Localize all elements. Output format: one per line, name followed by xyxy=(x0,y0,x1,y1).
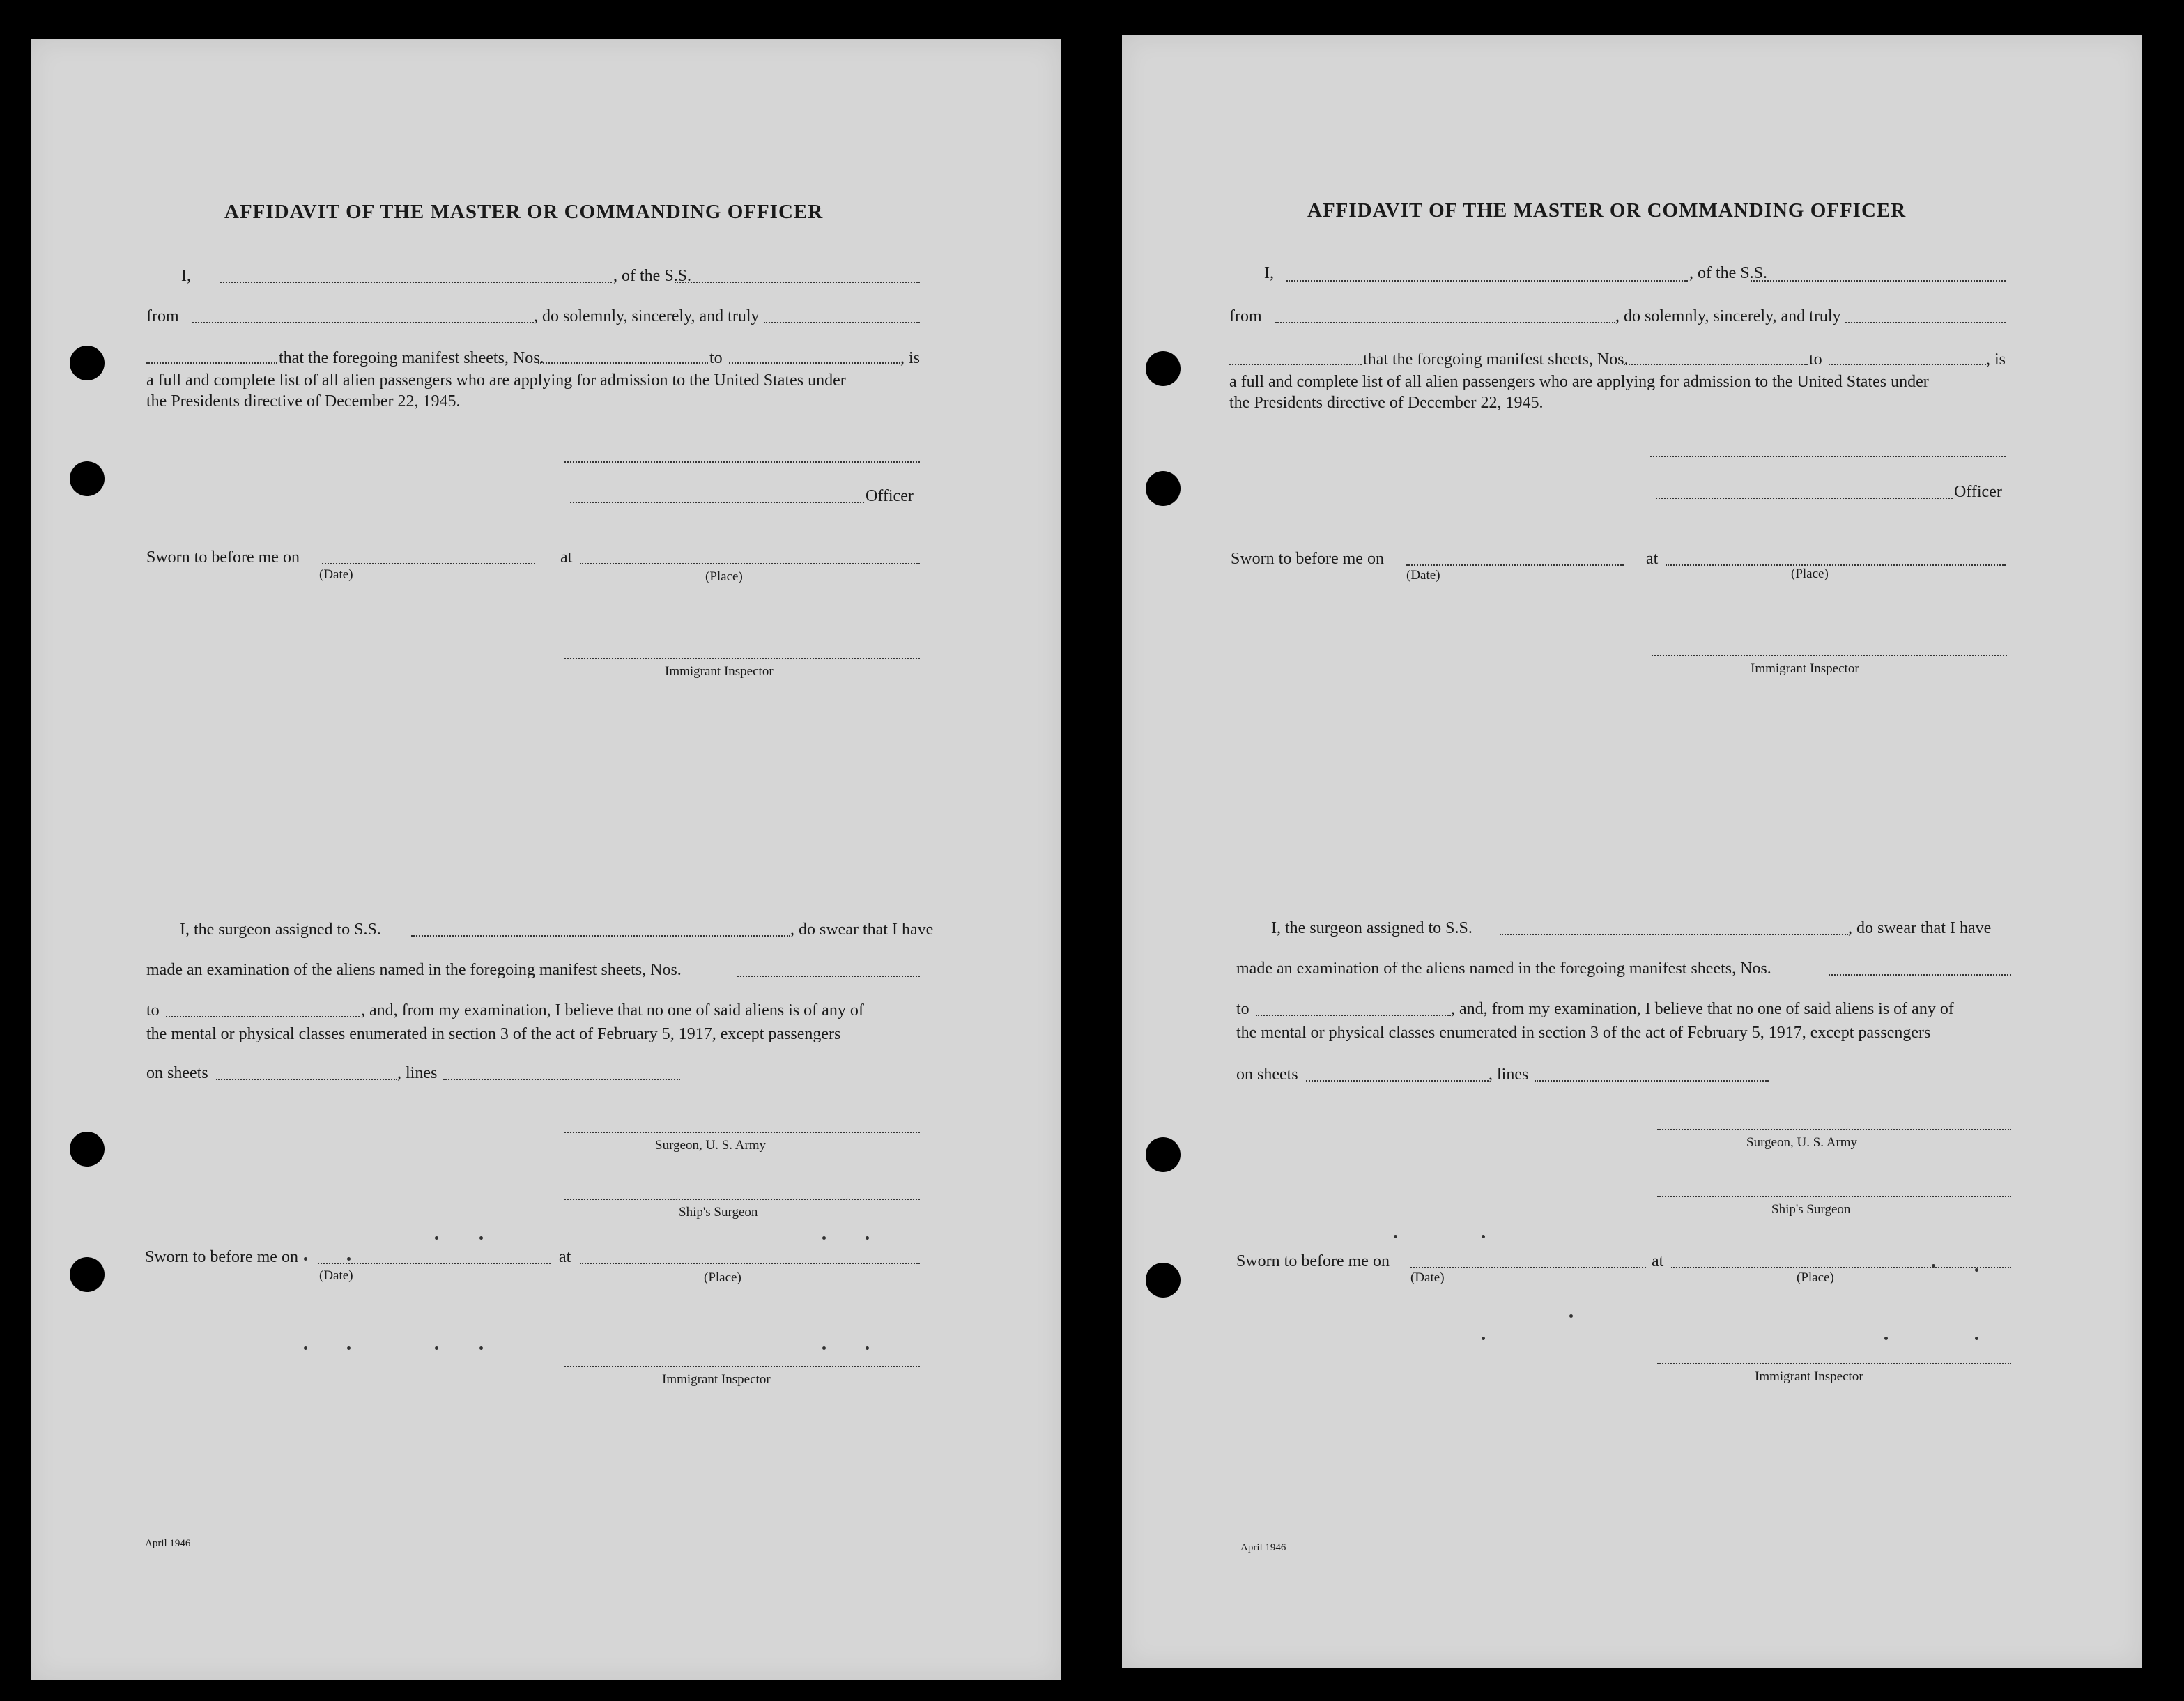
sheet-from-field[interactable] xyxy=(1624,364,1808,365)
is-label: , is xyxy=(900,349,921,367)
to-label-2: to xyxy=(1236,1000,1249,1018)
made-exam-text: made an examination of the aliens named in the foregoing manifest sheets, Nos. xyxy=(1236,960,1771,978)
sworn-place-field-2[interactable] xyxy=(1671,1267,2011,1268)
and-from-text: , and, from my examination, I believe that no one of said aliens is of any of xyxy=(1451,1000,1954,1018)
punch-hole xyxy=(70,346,105,380)
officer-signature-field[interactable] xyxy=(1656,498,1953,499)
at-label-2: at xyxy=(1652,1252,1664,1270)
i-label: I, xyxy=(1264,264,1274,282)
surgeon-assigned-text: I, the surgeon assigned to S.S. xyxy=(1271,919,1472,937)
punch-hole xyxy=(1146,1137,1181,1172)
on-sheets-label: on sheets xyxy=(1236,1065,1298,1084)
stamp-mark xyxy=(1884,1337,1888,1340)
inspector-caption: Immigrant Inspector xyxy=(665,664,774,679)
stamp-mark xyxy=(435,1346,438,1350)
directive-text: the Presidents directive of December 22, 1945. xyxy=(146,392,461,410)
to-label: to xyxy=(1809,351,1822,369)
place-caption-2: (Place) xyxy=(1797,1270,1834,1285)
sworn-date-field-2[interactable] xyxy=(1410,1267,1646,1268)
inspector-caption-2: Immigrant Inspector xyxy=(662,1372,771,1387)
except-sheets-field[interactable] xyxy=(1306,1080,1489,1082)
stamp-mark xyxy=(347,1257,351,1261)
i-label: I, xyxy=(181,267,191,285)
sworn-place-field[interactable] xyxy=(580,563,920,564)
exam-sheet-to-field[interactable] xyxy=(166,1016,360,1017)
to-label-2: to xyxy=(146,1001,160,1019)
inspector-caption-2: Immigrant Inspector xyxy=(1755,1369,1863,1384)
place-caption: (Place) xyxy=(1791,567,1829,581)
full-list-text: a full and complete list of all alien passengers who are applying for admission to the United States under xyxy=(146,371,846,390)
army-surgeon-signature-field[interactable] xyxy=(564,1132,920,1133)
sworn-date-field-2[interactable] xyxy=(318,1263,551,1264)
stamp-mark xyxy=(1975,1268,1978,1272)
ship-name-field[interactable] xyxy=(675,282,920,283)
stamp-mark xyxy=(822,1236,826,1240)
officer-label: Officer xyxy=(1954,483,2002,501)
ship-name-field[interactable] xyxy=(1751,280,2006,282)
lines-label: , lines xyxy=(1489,1065,1529,1084)
oath-field[interactable] xyxy=(1845,322,2006,323)
form-title: AFFIDAVIT OF THE MASTER OR COMMANDING OFFICER xyxy=(1307,199,1907,222)
form-page-right xyxy=(1122,35,2142,1668)
ships-surgeon-signature-field[interactable] xyxy=(564,1199,920,1200)
date-caption-2: (Date) xyxy=(319,1268,353,1283)
army-surgeon-caption: Surgeon, U. S. Army xyxy=(1746,1135,1858,1150)
punch-hole xyxy=(70,1132,105,1167)
master-name-field[interactable] xyxy=(1286,280,1688,282)
sworn-date-field[interactable] xyxy=(322,563,535,564)
sworn-place-field[interactable] xyxy=(1666,564,2006,566)
made-exam-text: made an examination of the aliens named in the foregoing manifest sheets, Nos. xyxy=(146,961,682,979)
sheet-to-field[interactable] xyxy=(1829,364,1986,365)
stamp-mark xyxy=(1932,1264,1935,1268)
full-list-text: a full and complete list of all alien passengers who are applying for admission to the United States under xyxy=(1229,373,1929,391)
surgeon-ship-field[interactable] xyxy=(1500,934,1848,935)
from-label: from xyxy=(1229,307,1262,325)
at-label-2: at xyxy=(559,1248,571,1266)
form-page-left xyxy=(31,39,1061,1680)
exam-sheet-from-field[interactable] xyxy=(1829,974,2011,976)
signature-field[interactable] xyxy=(564,461,920,463)
and-from-text: , and, from my examination, I believe that no one of said aliens is of any of xyxy=(361,1001,864,1019)
stamp-mark xyxy=(304,1346,307,1350)
officer-label: Officer xyxy=(866,487,914,505)
inspector-signature-field-2[interactable] xyxy=(1657,1363,2011,1364)
stamp-mark xyxy=(1975,1337,1978,1340)
stamp-mark xyxy=(866,1346,869,1350)
punch-hole xyxy=(1146,471,1181,506)
sworn-label: Sworn to before me on xyxy=(146,548,300,567)
inspector-signature-field-2[interactable] xyxy=(564,1366,920,1367)
on-sheets-label: on sheets xyxy=(146,1064,208,1082)
stamp-mark xyxy=(479,1236,483,1240)
oath-field[interactable] xyxy=(764,322,920,323)
solemnly-text: , do solemnly, sincerely, and truly xyxy=(1615,307,1841,325)
ships-surgeon-signature-field[interactable] xyxy=(1657,1196,2011,1197)
stamp-mark xyxy=(1394,1235,1397,1238)
inspector-signature-field[interactable] xyxy=(564,658,920,659)
sworn-place-field-2[interactable] xyxy=(580,1263,920,1264)
sworn-date-field[interactable] xyxy=(1406,564,1624,566)
except-lines-field[interactable] xyxy=(1535,1080,1769,1082)
foregoing-text: that the foregoing manifest sheets, Nos. xyxy=(1363,351,1629,369)
foregoing-text: that the foregoing manifest sheets, Nos. xyxy=(279,349,544,367)
date-caption: (Date) xyxy=(1406,568,1440,583)
date-caption: (Date) xyxy=(319,567,353,582)
signature-field[interactable] xyxy=(1650,456,2006,457)
exam-sheet-from-field[interactable] xyxy=(737,976,920,977)
do-swear-text: , do swear that I have xyxy=(790,921,934,939)
master-name-field[interactable] xyxy=(220,282,612,283)
inspector-caption: Immigrant Inspector xyxy=(1751,661,1859,676)
stamp-mark xyxy=(304,1257,307,1261)
form-date: April 1946 xyxy=(145,1538,191,1549)
at-label: at xyxy=(560,548,573,567)
punch-hole xyxy=(70,1257,105,1292)
punch-hole xyxy=(70,461,105,496)
is-label: , is xyxy=(1986,351,2006,369)
mental-text: the mental or physical classes enumerated in section 3 of the act of February 5, 1917, except passengers xyxy=(1236,1024,1931,1042)
inspector-signature-field[interactable] xyxy=(1652,655,2007,656)
stamp-mark xyxy=(1569,1314,1573,1318)
surgeon-assigned-text: I, the surgeon assigned to S.S. xyxy=(180,921,381,939)
ships-surgeon-caption: Ship's Surgeon xyxy=(1771,1202,1851,1217)
stamp-mark xyxy=(347,1346,351,1350)
exam-sheet-to-field[interactable] xyxy=(1256,1015,1451,1016)
army-surgeon-caption: Surgeon, U. S. Army xyxy=(655,1138,767,1153)
except-lines-field[interactable] xyxy=(443,1079,680,1080)
punch-hole xyxy=(1146,1263,1181,1298)
of-ss-label: , of the S.S. xyxy=(1689,264,1768,282)
from-port-field[interactable] xyxy=(192,322,534,323)
sheet-from-field[interactable] xyxy=(538,362,708,364)
stamp-mark xyxy=(1482,1337,1485,1340)
from-label: from xyxy=(146,307,179,325)
oath-cont-field[interactable] xyxy=(1229,364,1362,365)
solemnly-text: , do solemnly, sincerely, and truly xyxy=(534,307,760,325)
from-port-field[interactable] xyxy=(1275,322,1615,323)
form-date: April 1946 xyxy=(1240,1542,1286,1553)
army-surgeon-signature-field[interactable] xyxy=(1657,1129,2011,1130)
directive-text: the Presidents directive of December 22, 1945. xyxy=(1229,394,1544,412)
mental-text: the mental or physical classes enumerated in section 3 of the act of February 5, 1917, except passengers xyxy=(146,1025,841,1043)
stamp-mark xyxy=(822,1346,826,1350)
date-caption-2: (Date) xyxy=(1410,1270,1445,1285)
at-label: at xyxy=(1646,550,1659,568)
sworn-label: Sworn to before me on xyxy=(1231,550,1384,568)
ships-surgeon-caption: Ship's Surgeon xyxy=(679,1205,758,1219)
stamp-mark xyxy=(479,1346,483,1350)
lines-label: , lines xyxy=(397,1064,438,1082)
place-caption-2: (Place) xyxy=(704,1270,741,1285)
officer-signature-field[interactable] xyxy=(570,502,864,503)
sheet-to-field[interactable] xyxy=(729,362,900,364)
except-sheets-field[interactable] xyxy=(216,1079,397,1080)
stamp-mark xyxy=(435,1236,438,1240)
place-caption: (Place) xyxy=(705,569,743,584)
of-ss-label: , of the S.S. xyxy=(613,267,692,285)
oath-cont-field[interactable] xyxy=(146,362,277,364)
sworn-label-2: Sworn to before me on xyxy=(145,1248,298,1266)
stamp-mark xyxy=(866,1236,869,1240)
surgeon-ship-field[interactable] xyxy=(411,935,790,937)
to-label: to xyxy=(709,349,723,367)
sworn-label-2: Sworn to before me on xyxy=(1236,1252,1390,1270)
punch-hole xyxy=(1146,351,1181,386)
do-swear-text: , do swear that I have xyxy=(1848,919,1992,937)
stamp-mark xyxy=(1482,1235,1485,1238)
form-title: AFFIDAVIT OF THE MASTER OR COMMANDING OFFICER xyxy=(224,201,824,223)
